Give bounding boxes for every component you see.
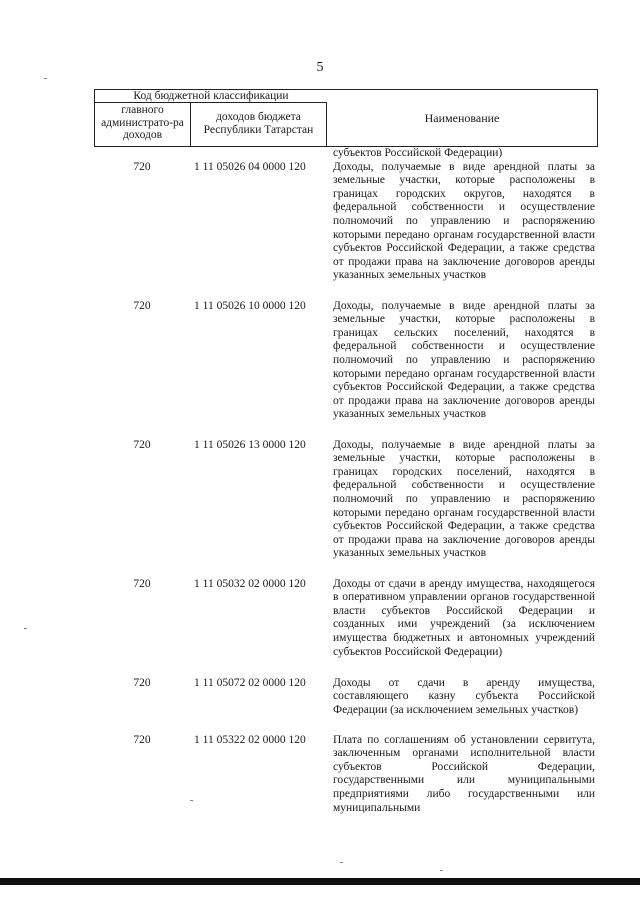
page-number: 5 xyxy=(316,60,324,75)
scan-speck xyxy=(340,862,343,863)
scan-speck xyxy=(190,800,193,801)
header-admin-column: главного администрато-ра доходов xyxy=(95,103,191,147)
name-cell: Доходы, получаемые в виде арендной платы за земельные участки, которые расположены в границах городских поселений, находятся в федеральной собственности и осуществление полномочий по управлению и распоряжению которыми передано органам государственной власти субъектов Российской Федерации, а также средства от продажи права на заключение договоров аренды указанных земельных участков xyxy=(333,438,595,560)
revenue-code-cell: 1 11 05026 04 0000 120 xyxy=(194,160,306,173)
admin-code-cell: 720 xyxy=(133,438,151,451)
admin-code-cell: 720 xyxy=(133,733,151,746)
admin-code-cell: 720 xyxy=(133,160,151,173)
table-body xyxy=(94,147,604,844)
admin-code-cell: 720 xyxy=(133,299,151,312)
admin-code-cell: 720 xyxy=(133,676,151,689)
header-code-column: доходов бюджета Республики Татарстан xyxy=(191,103,327,147)
revenue-code-cell: 1 11 05026 10 0000 120 xyxy=(194,299,306,312)
table-row xyxy=(94,300,604,439)
name-cell: Доходы, получаемые в виде арендной платы за земельные участки, которые расположены в границах сельских поселений, находятся в федеральной собственности и осуществление полномочий по управлению и распоряжению которыми передано органам государственной власти субъектов Российской Федерации, а также средства от продажи права на заключение договоров аренды указанных земельных участков xyxy=(333,299,595,421)
revenue-code-cell: 1 11 05322 02 0000 120 xyxy=(194,733,306,746)
table-row xyxy=(94,677,604,734)
name-cell: Доходы от сдачи в аренду имущества, составляющего казну субъекта Российской Федерации (за исключением земельных участков) xyxy=(333,676,595,716)
scan-speck xyxy=(440,870,443,871)
revenue-code-cell: 1 11 05026 13 0000 120 xyxy=(194,438,306,451)
scan-border xyxy=(0,878,640,885)
continuation-text: субъектов Российской Федерации) xyxy=(333,147,503,159)
table-row xyxy=(94,734,604,844)
admin-code-cell: 720 xyxy=(133,577,151,590)
revenue-code-cell: 1 11 05072 02 0000 120 xyxy=(194,676,306,689)
table-row xyxy=(94,161,604,300)
scan-speck xyxy=(44,78,47,79)
table-row xyxy=(94,578,604,677)
table-header xyxy=(94,89,598,147)
name-cell: Плата по соглашениям об установлении сервитута, заключенным органами исполнительной власти субъектов Российской Федерации, государственными или муниципальными предприятиями либо государственными или муниципальными xyxy=(333,733,595,814)
name-cell: Доходы от сдачи в аренду имущества, находящегося в оперативном управлении органов государственной власти субъектов Российской Федерации и созданных ими учреждений (за исключением имущества бюджетных и автономных учреждений субъектов Российской Федерации) xyxy=(333,577,595,658)
scan-speck xyxy=(24,628,27,629)
revenue-code-cell: 1 11 05032 02 0000 120 xyxy=(194,577,306,590)
table-row xyxy=(94,439,604,578)
header-name-column: Наименование xyxy=(424,111,500,125)
name-cell: Доходы, получаемые в виде арендной платы за земельные участки, которые расположены в границах городских округов, находятся в федеральной собственности и осуществление полномочий по управлению и распоряжению которыми передано органам государственной власти субъектов Российской Федерации, а также средства от продажи права на заключение договоров аренды указанных земельных участков xyxy=(333,160,595,282)
header-group-title: Код бюджетной классификации xyxy=(95,90,327,103)
